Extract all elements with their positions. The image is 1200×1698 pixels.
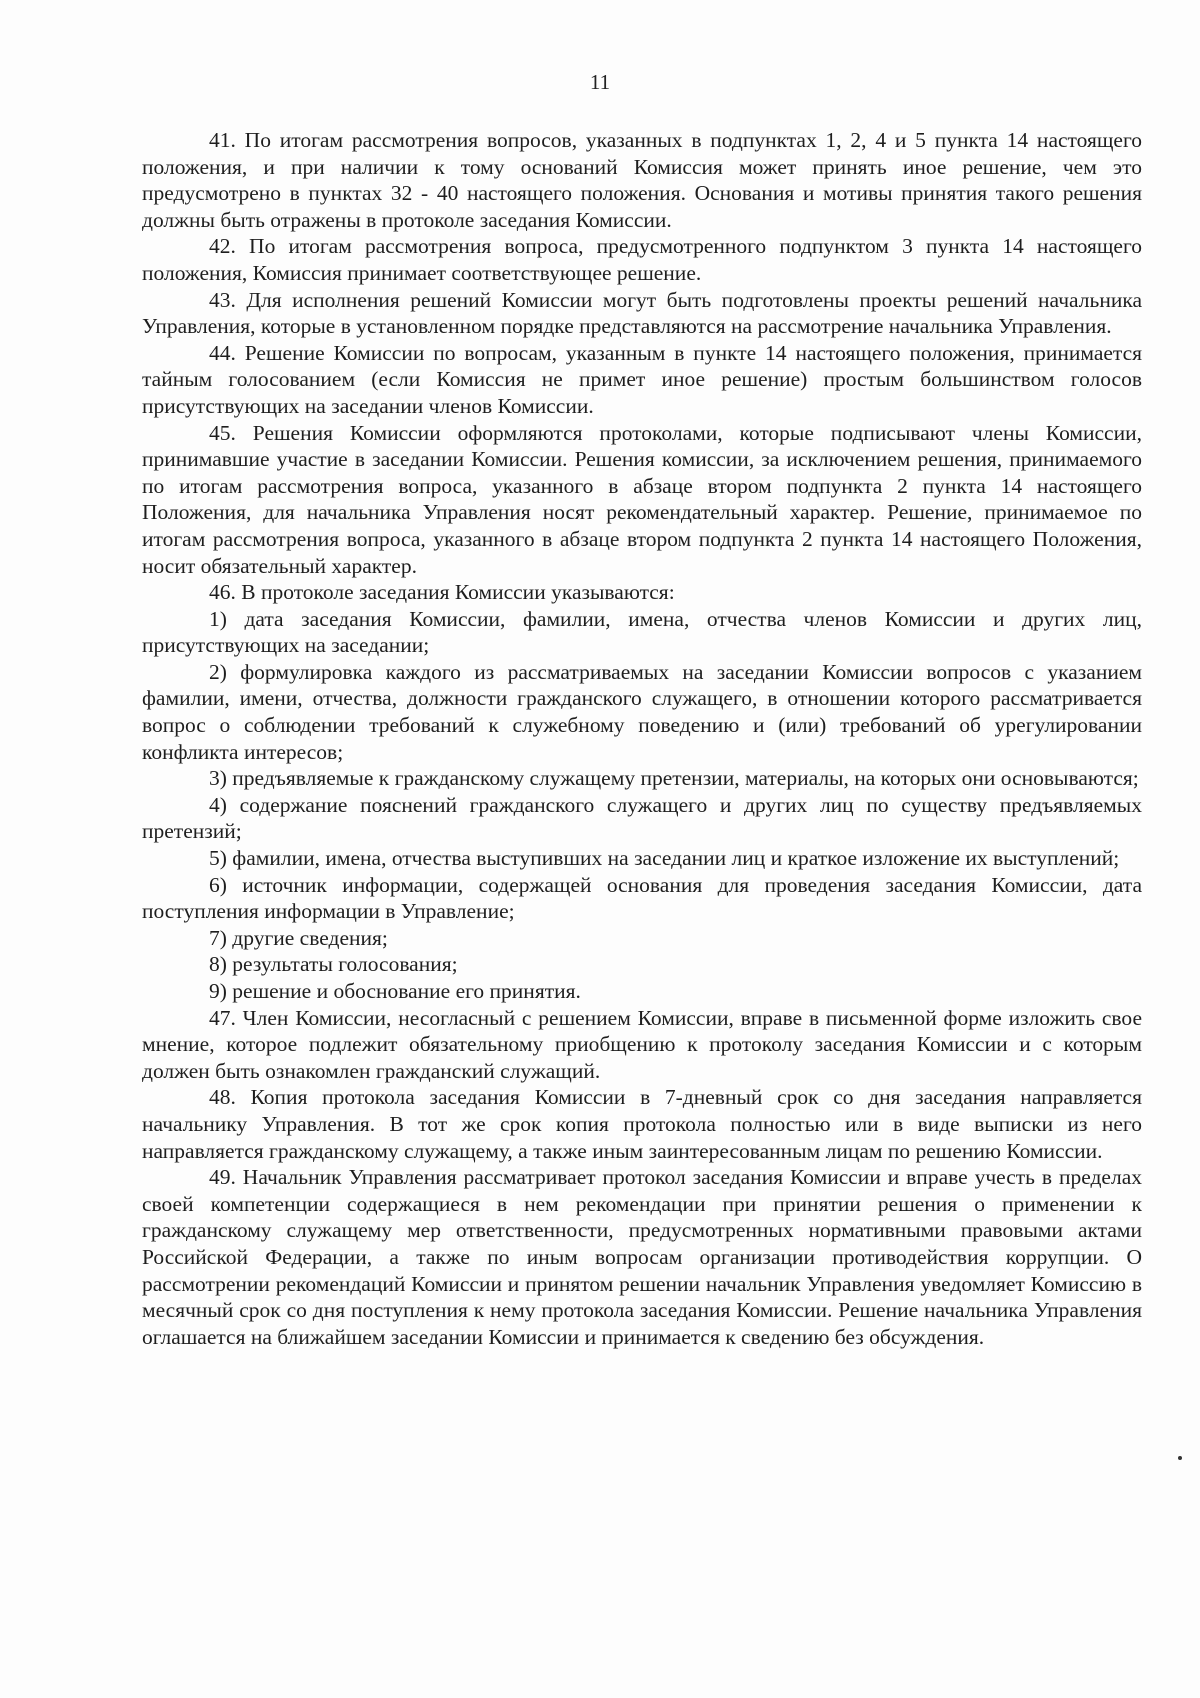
paragraph-44: 44. Решение Комиссии по вопросам, указанным в пункте 14 настоящего положения, принимается тайным голосованием (если Комиссия не примет иное решение) простым большинством голосов присутствующих на заседании членов Комиссии.	[142, 340, 1142, 418]
list-item-4: 4) содержание пояснений гражданского служащего и других лиц по существу предъявляемых претензий;	[142, 792, 1142, 844]
page-number: 11	[589, 70, 611, 94]
list-item-7: 7) другие сведения;	[209, 925, 388, 950]
paragraph-48: 48. Копия протокола заседания Комиссии в 7-дневный срок со дня заседания направляется начальнику Управления. В тот же срок копия протокола полностью или в виде выписки из него направляется гражданскому служащему, а также иным заинтересованным лицам по решению Комиссии.	[142, 1085, 1142, 1163]
paragraph-43: 43. Для исполнения решений Комиссии могут быть подготовлены проекты решений начальника Управления, которые в установленном порядке представляются на рассмотрение начальника Управления.	[142, 287, 1142, 339]
paragraph-42: 42. По итогам рассмотрения вопроса, предусмотренного подпунктом 3 пункта 14 настоящего положения, Комиссия принимает соответствующее решение.	[142, 234, 1142, 285]
paragraph-46: 46. В протоколе заседания Комиссии указываются:	[209, 580, 675, 605]
list-item-3: 3) предъявляемые к гражданскому служащему претензии, материалы, на которых они основываются;	[209, 766, 1139, 791]
list-item-1: 1) дата заседания Комиссии, фамилии, имена, отчества членов Комиссии и других лиц, присутствующих на заседании;	[142, 606, 1142, 658]
list-item-5: 5) фамилии, имена, отчества выступивших на заседании лиц и краткое изложение их выступлений;	[209, 846, 1120, 871]
list-item-6: 6) источник информации, содержащей основания для проведения заседания Комиссии, дата поступления информации в Управление;	[142, 872, 1142, 924]
list-item-2: 2) формулировка каждого из рассматриваемых на заседании Комиссии вопросов с указанием фамилии, имени, отчества, должности гражданского служащего, в отношении которого рассматривается вопрос о соблюдении требований к служебному поведению и (или) требований об урегулировании конфликта интересов;	[142, 659, 1142, 764]
document-body	[142, 127, 1142, 1350]
scan-speck	[1178, 1456, 1182, 1460]
list-item-9: 9) решение и обоснование его принятия.	[209, 979, 581, 1003]
paragraph-47: 47. Член Комиссии, несогласный с решением Комиссии, вправе в письменной форме изложить свое мнение, которое подлежит обязательному приобщению к протоколу заседания Комиссии и с которым должен быть ознакомлен гражданский служащий.	[142, 1005, 1142, 1083]
paragraph-49: 49. Начальник Управления рассматривает протокол заседания Комиссии и вправе учесть в пределах своей компетенции содержащиеся в нем рекомендации при принятии решения о применении к гражданскому служащему мер ответственности, предусмотренных нормативными правовыми актами Российской Федерации, а также по иным вопросам организации противодействия коррупции. О рассмотрении рекомендаций Комиссии и принятом решении начальник Управления уведомляет Комиссию в месячный срок со дня поступления к нему протокола заседания Комиссии. Решение начальника Управления оглашается на ближайшем заседании Комиссии и принимается к сведению без обсуждения.	[142, 1165, 1142, 1349]
paragraph-41: 41. По итогам рассмотрения вопросов, указанных в подпунктах 1, 2, 4 и 5 пункта 14 настоящего положения, и при наличии к тому оснований Комиссия может принять иное решение, чем это предусмотрено в пунктах 32 - 40 настоящего положения. Основания и мотивы принятия такого решения должны быть отражены в протоколе заседания Комиссии.	[142, 128, 1142, 232]
list-item-8: 8) результаты голосования;	[209, 952, 458, 977]
paragraph-45: 45. Решения Комиссии оформляются протоколами, которые подписывают члены Комиссии, принимавшие участие в заседании Комиссии. Решения комиссии, за исключением решения, принимаемого по итогам рассмотрения вопроса, указанного в абзаце втором подпункта 2 пункта 14 настоящего Положения, для начальника Управления носят рекомендательный характер. Решение, принимаемое по итогам рассмотрения вопроса, указанного в абзаце втором подпункта 2 пункта 14 настоящего Положения, носит обязательный характер.	[142, 420, 1142, 578]
